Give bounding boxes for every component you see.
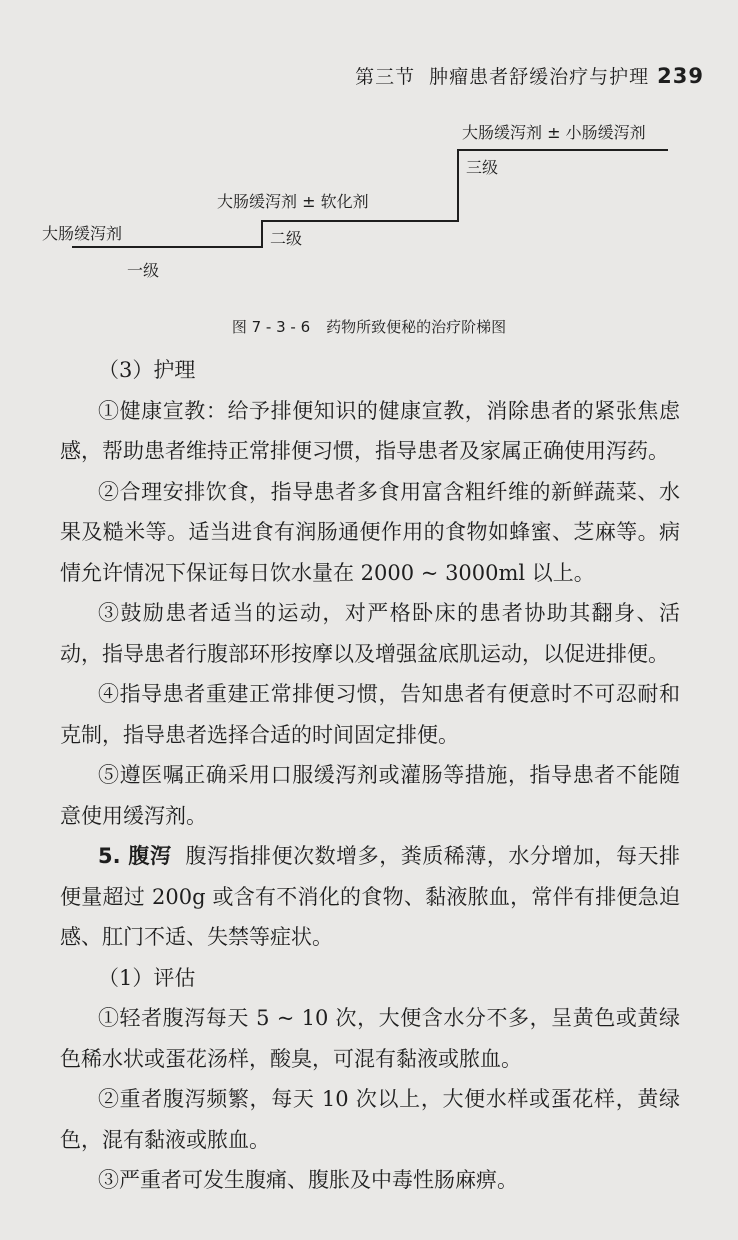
section-number: 第三节 bbox=[355, 66, 416, 88]
paragraph-health-education: ①健康宣教：给予排便知识的健康宣教，消除患者的紧张焦虑感，帮助患者维持正常排便习惯，指导患者及家属正确使用泻药。 bbox=[60, 398, 680, 463]
treatment-ladder-diagram bbox=[0, 110, 738, 300]
step2-level: 二级 bbox=[270, 229, 303, 248]
figure-caption bbox=[0, 316, 738, 337]
running-header bbox=[355, 62, 704, 89]
paragraph-mild: ①轻者腹泻每天 5 ~ 10 次，大便含水分不多，呈黄色或黄绿色稀水状或蛋花汤样，酸臭，可混有黏液或脓血。 bbox=[60, 1006, 680, 1071]
step1-level: 一级 bbox=[127, 261, 160, 280]
figure-number: 图 7 - 3 - 6 bbox=[231, 318, 311, 336]
paragraph-severe: ②重者腹泻频繁，每天 10 次以上，大便水样或蛋花样，黄绿色，混有黏液或脓血。 bbox=[60, 1087, 680, 1152]
step3-level: 三级 bbox=[466, 158, 499, 177]
body-text bbox=[60, 350, 680, 1201]
paragraph-bowel-habit: ④指导患者重建正常排便习惯，告知患者有便意时不可忍耐和克制，指导患者选择合适的时间固定排便。 bbox=[60, 682, 680, 747]
subheading-assessment: （1）评估 bbox=[98, 965, 196, 990]
step3-label: 大肠缓泻剂 ± 小肠缓泻剂 bbox=[462, 123, 646, 142]
figure-title: 药物所致便秘的治疗阶梯图 bbox=[326, 318, 507, 336]
section-title: 肿瘤患者舒缓治疗与护理 bbox=[429, 66, 650, 88]
step1-label: 大肠缓泻剂 bbox=[42, 224, 123, 243]
paragraph-critical: ③严重者可发生腹痛、腹胀及中毒性肠麻痹。 bbox=[98, 1168, 518, 1192]
page-number: 239 bbox=[657, 64, 704, 88]
subheading-nursing: （3）护理 bbox=[98, 358, 196, 382]
paragraph-diarrhea bbox=[60, 836, 680, 958]
heading-diarrhea: 5. 腹泻 bbox=[98, 844, 172, 868]
paragraph-diet: ②合理安排饮食，指导患者多食用富含粗纤维的新鲜蔬菜、水果及糙米等。适当进食有润肠通便作用的食物如蜂蜜、芝麻等。病情允许情况下保证每日饮水量在 2000 ~ 3000ml 以上。 bbox=[60, 479, 680, 585]
step2-label: 大肠缓泻剂 ± 软化剂 bbox=[217, 192, 369, 211]
paragraph-laxative: ⑤遵医嘱正确采用口服缓泻剂或灌肠等措施，指导患者不能随意使用缓泻剂。 bbox=[60, 763, 680, 828]
diarrhea-definition: 腹泻指排便次数增多，粪质稀薄，水分增加，每天排便量超过 200g 或含有不消化的食物、黏液脓血，常伴有排便急迫感、肛门不适、失禁等症状。 bbox=[60, 844, 681, 949]
paragraph-exercise: ③鼓励患者适当的运动，对严格卧床的患者协助其翻身、活动，指导患者行腹部环形按摩以及增强盆底肌运动，以促进排便。 bbox=[60, 601, 680, 666]
ladder-line bbox=[72, 150, 668, 247]
